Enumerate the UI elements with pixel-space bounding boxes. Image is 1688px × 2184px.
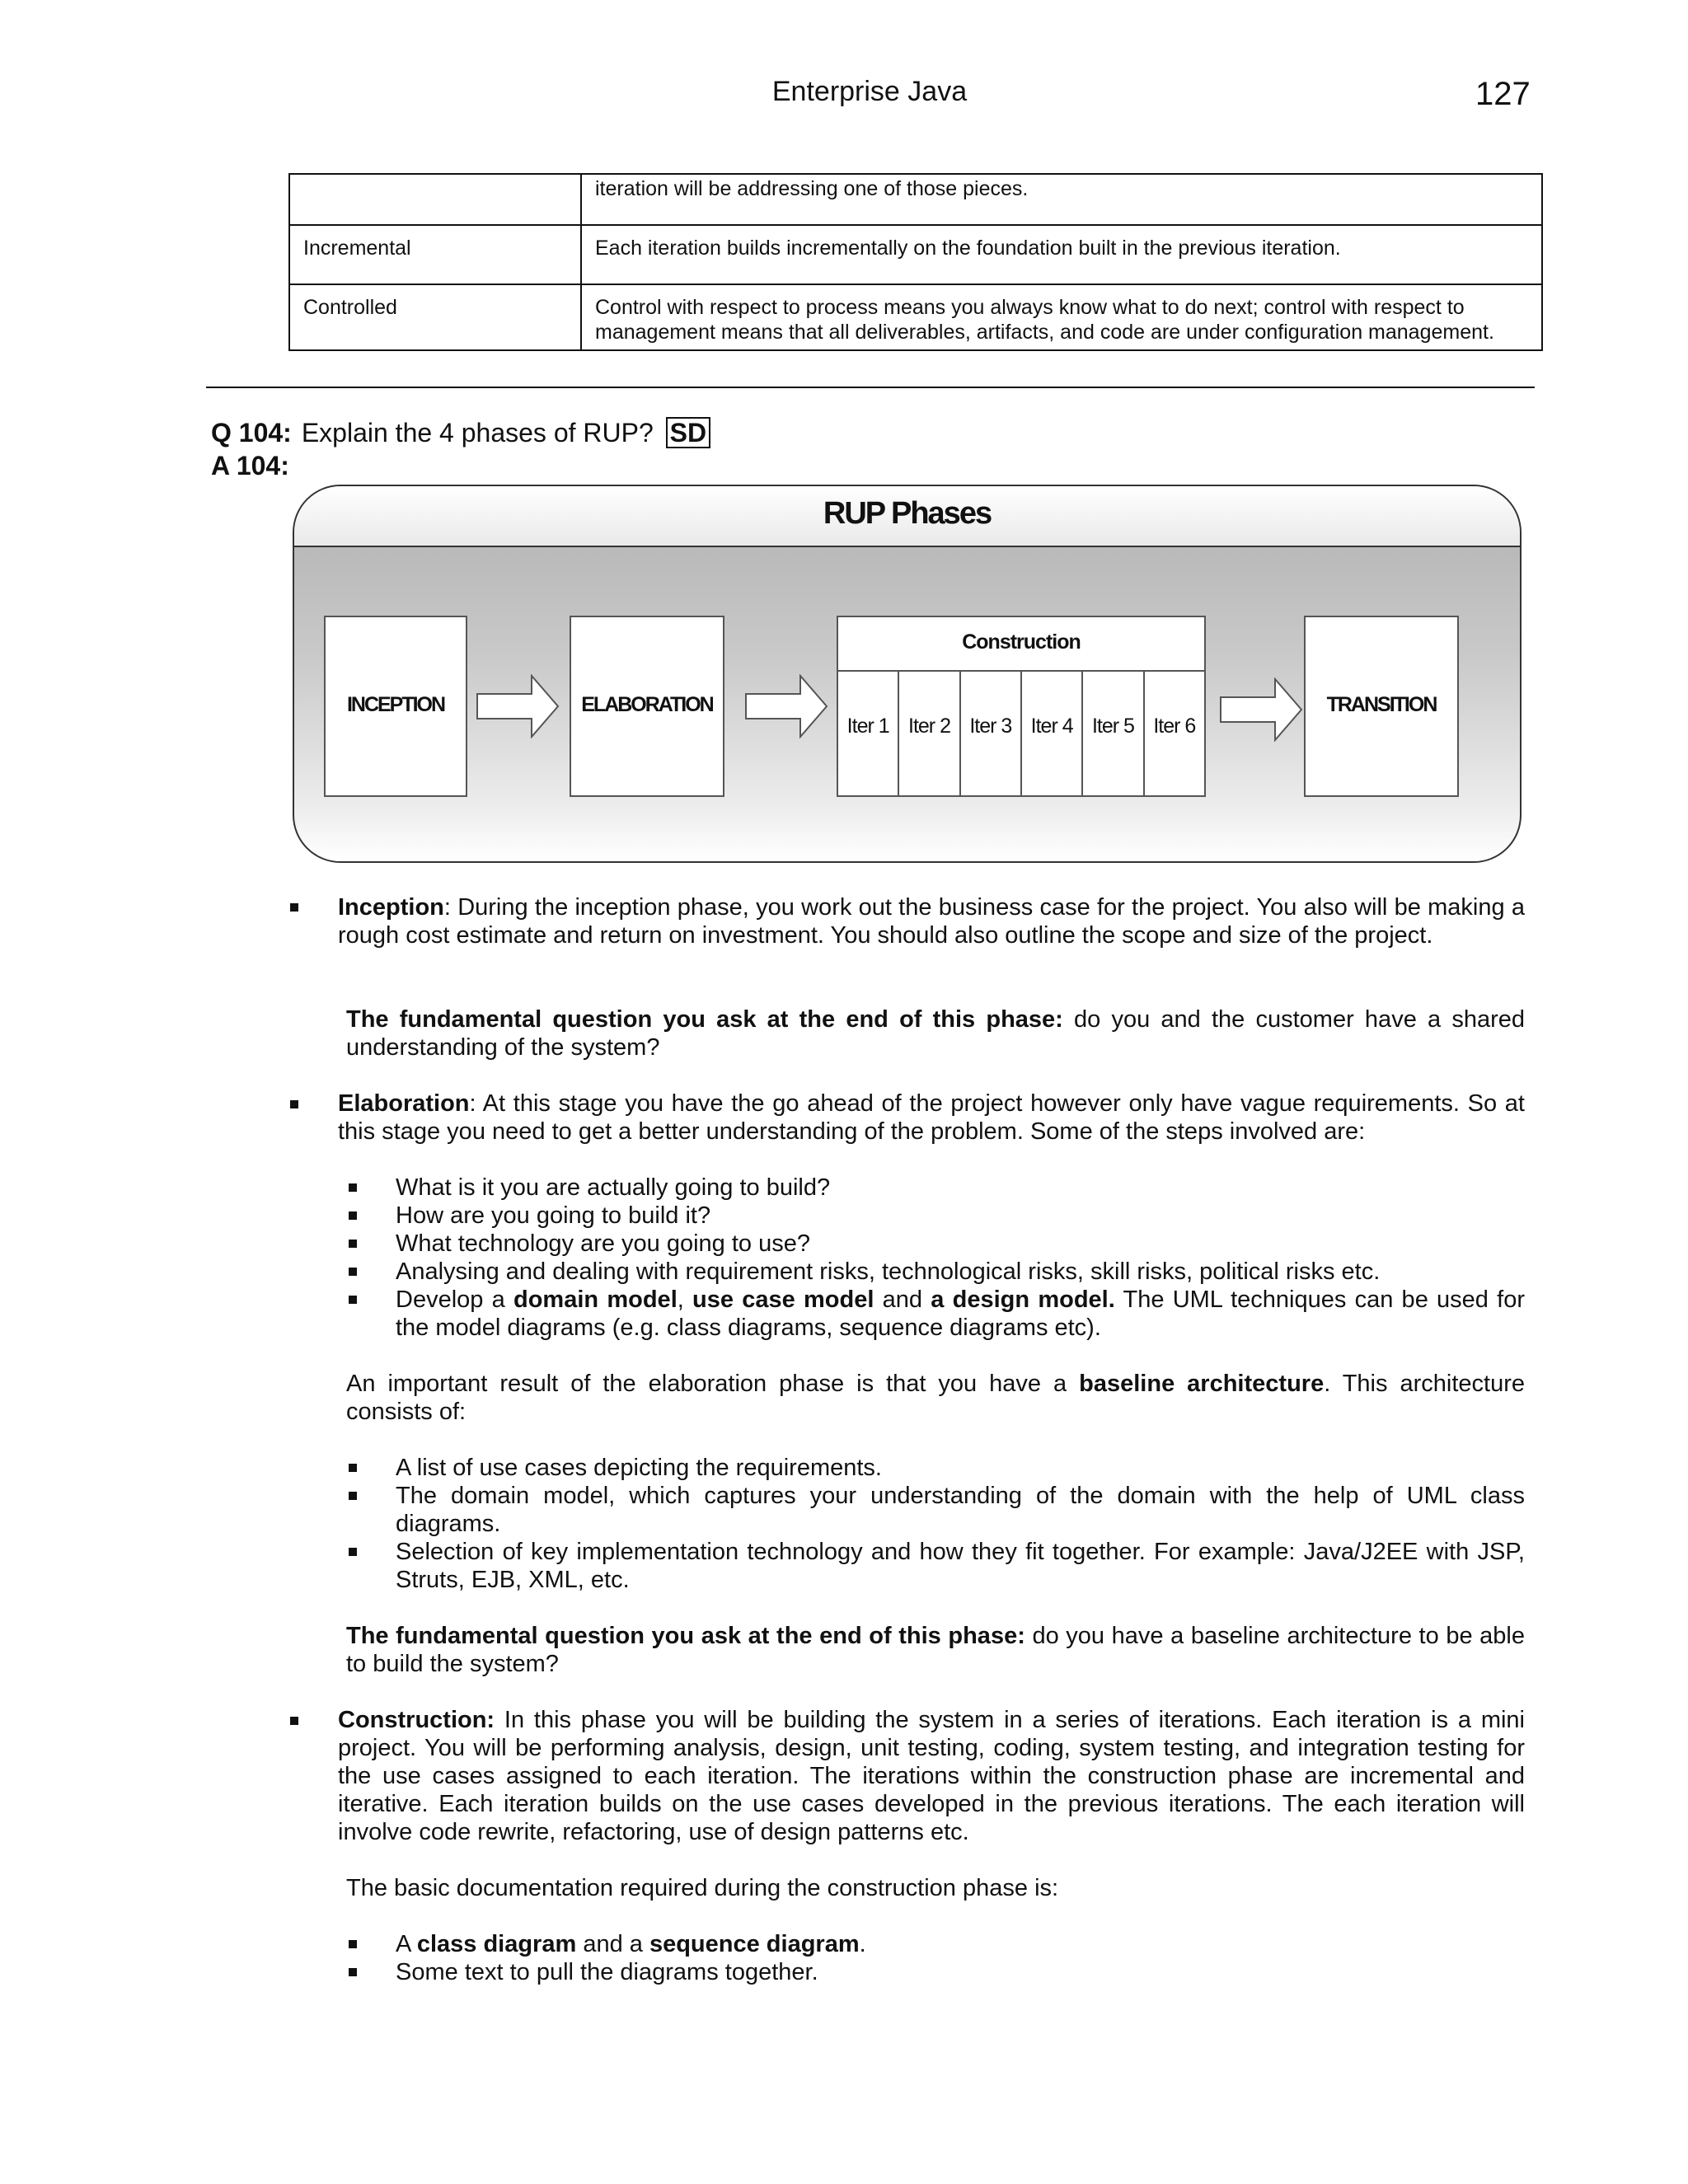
transition-phase-label: TRANSITION [1326,693,1437,716]
list-item [396,1286,1525,1342]
table-row [289,284,1542,350]
table-cell-term: Incremental [289,225,581,284]
text-run: The UML techniques can be used for the model diagrams (e.g. class diagrams, sequence diagrams etc). [396,1286,1526,1341]
question-lead: The fundamental question you ask at the end of this phase: [346,1006,1063,1033]
answer-label: A 104: [211,451,289,480]
construction-paragraph [338,1706,1525,1846]
bullet-icon [349,1464,357,1472]
text-run: . This architecture consists of: [346,1371,1525,1425]
inception-paragraph [338,893,1525,949]
elaboration-term: Elaboration [338,1090,470,1117]
table-cell-description: Each iteration builds incrementally on the foundation built in the previous iteration. [581,225,1542,284]
bullet-icon [349,1548,357,1556]
page-header-title: Enterprise Java [771,76,968,107]
iteration-label: Iter 4 [1030,715,1073,738]
table-cell-description: iteration will be addressing one of those pieces. [581,174,1542,225]
question-line [211,417,710,448]
list-item: What is it you are actually going to build? [396,1174,831,1201]
iteration-cell [899,672,960,795]
list-item [396,1930,1525,1958]
iteration-cell [1145,672,1204,795]
construction-phase-box [837,616,1206,797]
construction-text: In this phase you will be building the system in a series of iterations. Each iteration is a mini project. You will be performing analysis, design, unit testing, coding, system testing, and integration testing for the use cases assigned to each iteration. The iterations within the construction phase are incremental and iterative. Each iteration builds on the use cases developed in the previous iterations. The each iteration will involve code rewrite, refactoring, use of design patterns etc. [338,1707,1525,1845]
iteration-label: Iter 6 [1153,715,1196,738]
bullet-icon [349,1492,357,1500]
question-lead: The fundamental question you ask at the end of this phase: [346,1623,1025,1649]
list-item: The domain model, which captures your understanding of the domain with the help of UML class diagrams. [396,1483,1525,1537]
inception-question [346,1005,1525,1062]
iteration-label: Iter 2 [908,715,950,738]
table-row [289,174,1542,225]
table-cell-term: Controlled [289,284,581,350]
list-item: Some text to pull the diagrams together. [396,1959,818,1985]
construction-phase-label: Construction [962,630,1081,654]
inception-text: : During the inception phase, you work out the business case for the project. You also will be making a rough cost estimate and return on investment. You should also outline the scope and size of the project. [338,894,1525,949]
bullet-icon [349,1968,357,1976]
text-run-bold: domain model [513,1286,678,1313]
iteration-cell [961,672,1022,795]
bullet-icon [349,1296,357,1304]
bullet-icon [290,1717,298,1725]
diagram-title: RUP Phases [823,496,992,531]
elaboration-question [346,1622,1525,1678]
arrow-right-icon [1219,677,1303,742]
arrow-right-icon [476,674,560,738]
list-item: A list of use cases depicting the requirements. [396,1455,882,1481]
question-label: Q 104: [211,418,292,448]
elaboration-phase-box [570,616,724,797]
construction-header [838,617,1204,672]
inception-phase-box [324,616,467,797]
text-run-bold: sequence diagram [649,1931,860,1957]
text-run: . [859,1931,866,1957]
arrow-right-icon [744,674,828,738]
bullet-icon [349,1940,357,1948]
list-item: What technology are you going to use? [396,1230,810,1257]
elaboration-phase-label: ELABORATION [581,693,713,716]
bullet-icon [349,1183,357,1192]
text-run: and a [576,1931,649,1957]
bullet-icon [349,1268,357,1276]
list-item: Selection of key implementation technology and how they fit together. For example: Java/J2EE with JSP, Struts, EJB, XML, etc. [396,1539,1525,1593]
page-number: 127 [1475,76,1531,112]
question-text: Explain the 4 phases of RUP? [301,418,654,448]
text-run-bold: baseline architecture [1079,1371,1325,1397]
list-item: Analysing and dealing with requirement risks, technological risks, skill risks, political risks etc. [396,1258,1381,1285]
characteristics-table [288,173,1543,351]
iteration-row [838,672,1204,795]
question-text: do you have a baseline architecture to be able to build the system? [346,1623,1525,1677]
inception-term: Inception [338,894,444,921]
text-run-bold: use case model [692,1286,874,1313]
iteration-cell [1022,672,1083,795]
rup-phases-diagram [293,485,1522,863]
iteration-label: Iter 3 [969,715,1012,738]
elaboration-text: : At this stage you have the go ahead of the project however only have vague requirements. So at this stage you need to get a better understanding of the problem. Some of the steps involved are: [338,1090,1525,1145]
text-run: An important result of the elaboration phase is that you have a [346,1371,1080,1397]
baseline-architecture-paragraph [346,1370,1525,1426]
bullet-icon [349,1240,357,1248]
text-run: Develop a [396,1286,513,1313]
bullet-icon [349,1212,357,1220]
table-cell-term [289,174,581,225]
transition-phase-box [1304,616,1459,797]
inception-phase-label: INCEPTION [346,693,445,716]
elaboration-paragraph [338,1090,1525,1146]
section-divider [206,387,1535,388]
text-run: , [677,1286,693,1313]
construction-term: Construction: [338,1707,495,1733]
text-run: and [874,1286,931,1313]
iteration-label: Iter 1 [846,715,889,738]
iteration-label: Iter 5 [1091,715,1134,738]
iteration-cell [838,672,899,795]
text-run: A [396,1931,417,1957]
bullet-icon [290,1100,298,1108]
question-text: do you and the customer have a shared understanding of the system? [346,1006,1525,1061]
table-cell-description: Control with respect to process means you always know what to do next; control with respect to management means that all deliverables, artifacts, and code are under configuration management. [581,284,1542,350]
difficulty-badge: SD [666,417,710,448]
list-item: How are you going to build it? [396,1202,711,1229]
text-run-bold: class diagram [416,1931,577,1957]
bullet-icon [290,903,298,912]
construction-doc-intro: The basic documentation required during the construction phase is: [346,1875,1059,1901]
iteration-cell [1083,672,1144,795]
diagram-header [294,486,1520,547]
text-run-bold: a design model. [931,1286,1115,1313]
table-row [289,225,1542,284]
